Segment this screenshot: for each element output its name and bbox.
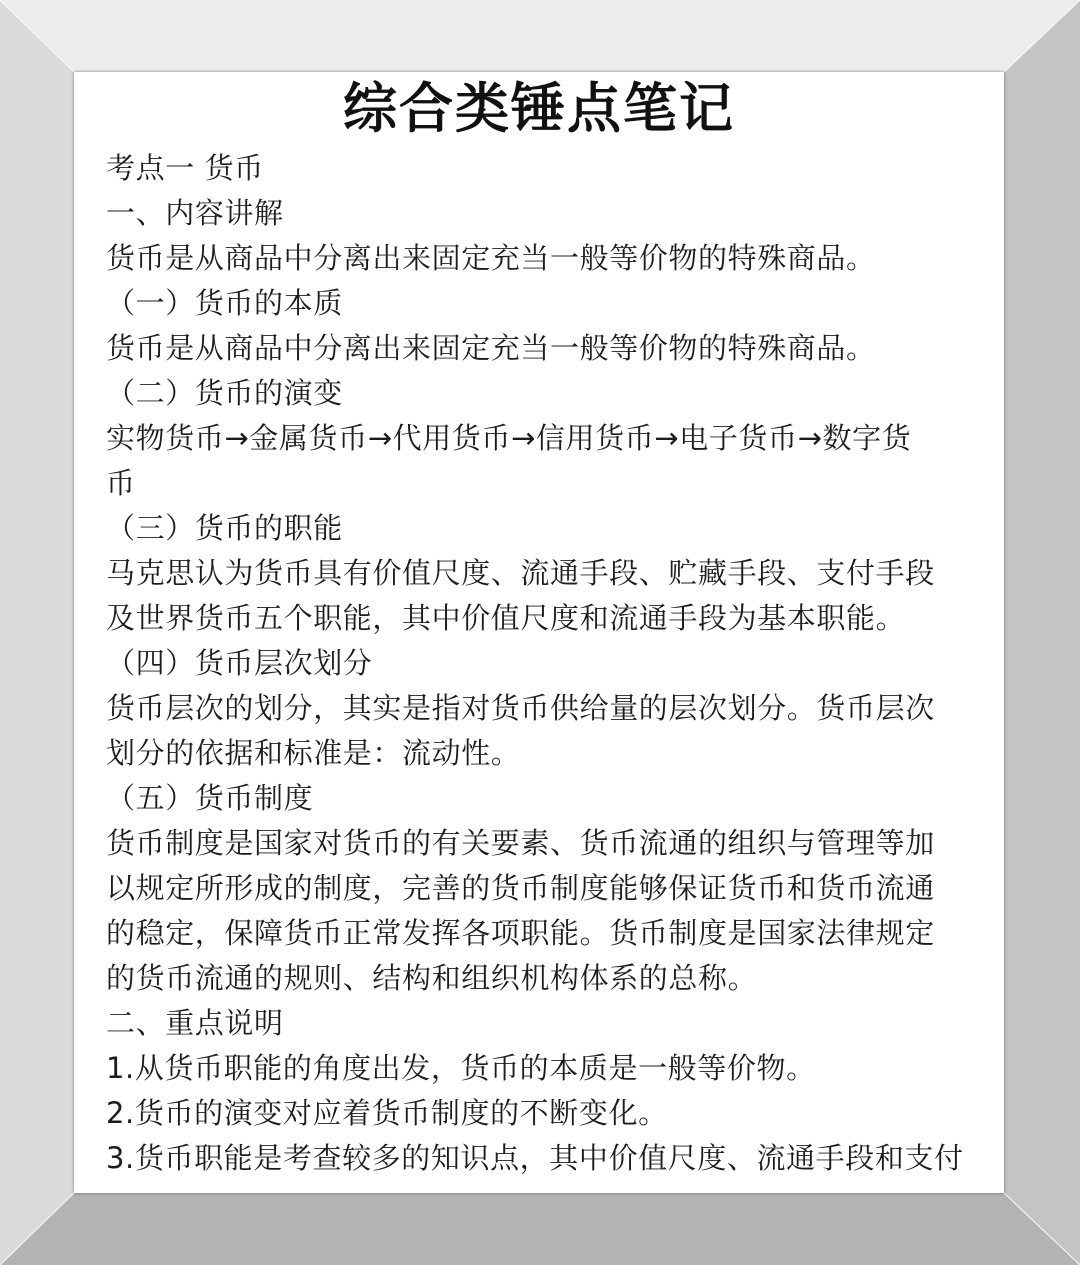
frame-left-bevel <box>0 0 74 1265</box>
subsection-heading: （五）货币制度 <box>106 781 314 815</box>
section-heading-key-points: 二、重点说明 <box>106 1006 284 1040</box>
subsection-heading: （四）货币层次划分 <box>106 646 373 680</box>
subsection-heading: （一）货币的本质 <box>106 286 343 320</box>
paragraph-line: 的货币流通的规则、结构和组织机构体系的总称。 <box>106 961 758 995</box>
frame-right-bevel <box>1004 0 1080 1265</box>
section-heading-content: 一、内容讲解 <box>106 196 284 230</box>
paragraph-line: 以规定所形成的制度，完善的货币制度能够保证货币和货币流通 <box>106 871 935 905</box>
key-point-item: 3.货币职能是考查较多的知识点，其中价值尺度、流通手段和支付 <box>106 1141 964 1175</box>
paragraph-line: 实物货币→金属货币→代用货币→信用货币→电子货币→数字货 <box>106 421 912 455</box>
paragraph-line: 货币制度是国家对货币的有关要素、货币流通的组织与管理等加 <box>106 826 935 860</box>
paragraph-line: 货币层次的划分，其实是指对货币供给量的层次划分。货币层次 <box>106 691 935 725</box>
paragraph-line: 货币是从商品中分离出来固定充当一般等价物的特殊商品。 <box>106 331 876 365</box>
note-sheet <box>74 72 1004 1193</box>
paragraph-line: 划分的依据和标准是：流动性。 <box>106 736 521 770</box>
key-point-item: 1.从货币职能的角度出发，货币的本质是一般等价物。 <box>106 1051 816 1085</box>
paragraph-line: 币 <box>106 466 136 500</box>
frame-top-bevel <box>0 0 1080 72</box>
paragraph-line: 及世界货币五个职能，其中价值尺度和流通手段为基本职能。 <box>106 601 906 635</box>
exam-point-heading: 考点一 货币 <box>106 151 264 185</box>
paragraph-line: 马克思认为货币具有价值尺度、流通手段、贮藏手段、支付手段 <box>106 556 935 590</box>
key-point-item: 2.货币的演变对应着货币制度的不断变化。 <box>106 1096 668 1130</box>
subsection-heading: （三）货币的职能 <box>106 511 343 545</box>
frame-bottom-bevel <box>0 1193 1080 1265</box>
paragraph-line: 货币是从商品中分离出来固定充当一般等价物的特殊商品。 <box>106 241 876 275</box>
page-title: 综合类锤点笔记 <box>343 76 735 140</box>
paragraph-line: 的稳定，保障货币正常发挥各项职能。货币制度是国家法律规定 <box>106 916 935 950</box>
subsection-heading: （二）货币的演变 <box>106 376 343 410</box>
